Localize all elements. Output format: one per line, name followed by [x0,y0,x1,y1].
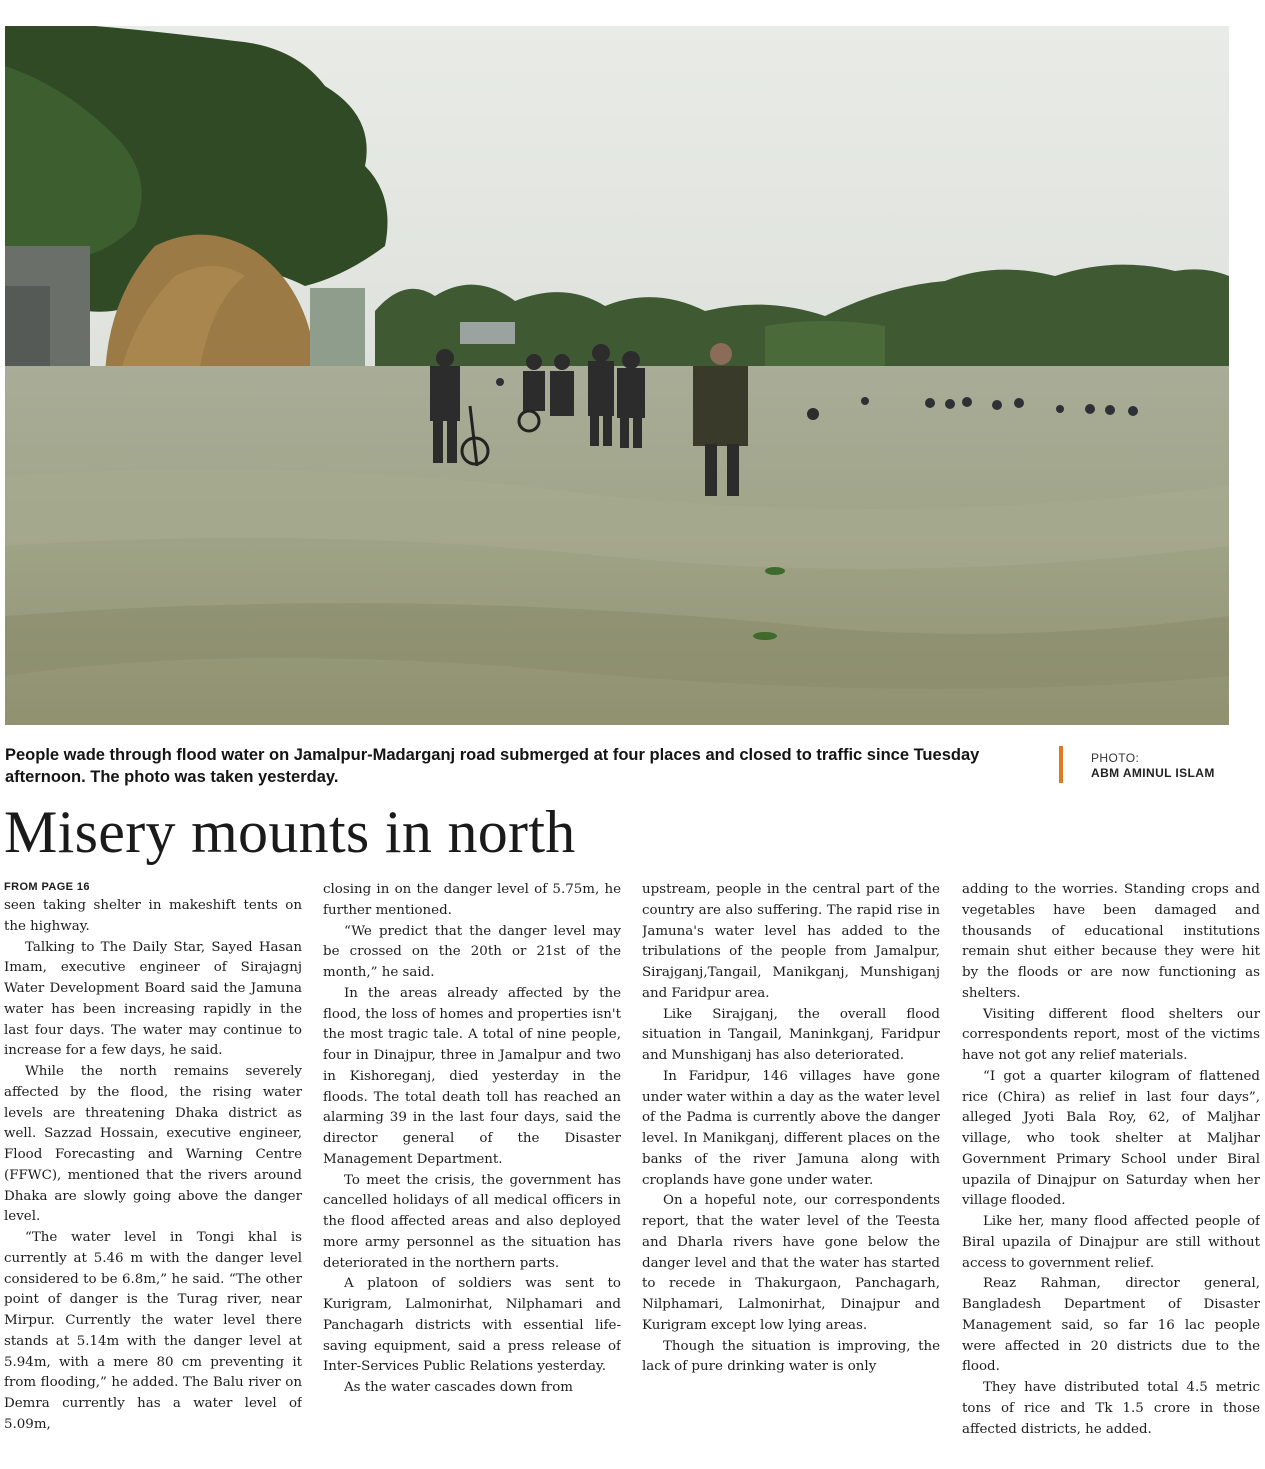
paragraph: While the north remains severely affected by the flood, the rising water levels are threatening Dhaka district as well. Sazzad Hossain, executive engineer, Flood Forecasting and Warning Centre (FFWC), mentioned that the rivers around Dhaka are slowly going above the danger level. [4,1064,302,1225]
paragraph: closing in on the danger level of 5.75m, he further mentioned. [323,882,621,918]
paragraph: “We predict that the danger level may be crossed on the 20th or 21st of the month,” he said. [323,923,621,980]
paragraph: Talking to The Daily Star, Sayed Hasan Imam, executive engineer of Sirajagnj Water Development Board said the Jamuna water has been increasing rapidly in the last four days. The water may continue to increase for a few days, he said. [4,939,302,1059]
paragraph: Like Sirajganj, the overall flood situation in Tangail, Maninkganj, Faridpur and Munshiganj has also deteriorated. [642,1006,940,1063]
paragraph: A platoon of soldiers was sent to Kurigram, Lalmonirhat, Nilphamari and Panchagarh districts with essential life- saving equipment, said a press release of Inter-Services Public Relations yesterday. [323,1276,621,1375]
article-column-2 [323,880,621,1465]
paragraph: upstream, people in the central part of the country are also suffering. The rapid rise in Jamuna's water level has added to the tribulations of the people from Jamalpur, Sirajganj,Tangail, Manikganj, Munshiganj and Faridpur area. [642,882,940,1001]
article-column-4 [962,880,1260,1465]
photo-caption: People wade through flood water on Jamalpur-Madarganj road submerged at four places and closed to traffic since Tuesday afternoon. The photo was taken yesterday. [5,746,980,786]
paragraph: In the areas already affected by the flood, the loss of homes and properties isn't the most tragic tale. A total of nine people, four in Dinajpur, three in Jamalpur and two in Kishoreganj, died yesterday in the floods. The total death toll has reached an alarming 39 in the last four days, said the director general of the Disaster Management Department. [323,985,621,1167]
article-headline: Misery mounts in north [4,799,576,865]
photo-credit-name: ABM AMINUL ISLAM [1091,766,1215,780]
jump-label: FROM PAGE 16 [4,881,90,893]
paragraph: Though the situation is improving, the lack of pure drinking water is only [642,1338,940,1375]
article-column-1 [4,880,302,1465]
paragraph: “I got a quarter kilogram of flattened rice (Chira) as relief in last four days”, alleged Jyoti Bala Roy, 62, of Maljhar village, who took shelter at Maljhar Government Primary School under Biral upazila of Dinajpur on Saturday when her village flooded. [962,1068,1260,1209]
photo-credit-label: PHOTO: [1091,751,1140,765]
paragraph: seen taking shelter in makeshift tents on the highway. [4,898,302,934]
paragraph: As the water cascades down from [344,1380,573,1395]
paragraph: Like her, many flood affected people of Biral upazila of Dinajpur are still without access to government relief. [962,1214,1260,1271]
flood-photo-illustration [5,26,1229,725]
photo-credit-accent-bar [1059,746,1063,783]
paragraph: In Faridpur, 146 villages have gone under water within a day as the water level of the Padma is currently above the danger level. In Manikganj, different places on the banks of the river Jamuna along with croplands have gone under water. [642,1068,940,1188]
paragraph: To meet the crisis, the government has cancelled holidays of all medical officers in the flood affected areas and also deployed more army personnel as the situation has deteriorated in the northern parts. [323,1172,621,1271]
paragraph: They have distributed total 4.5 metric tons of rice and Tk 1.5 crore in those affected districts, he added. [962,1380,1260,1437]
paragraph: “The water level in Tongi khal is currently at 5.46 m with the danger level considered to be 6.8m,” he said. “The other point of danger is the Turag river, near Mirpur. Currently the water level there stands at 5.14m with the danger level at 5.94m, with a mere 80 cm preventing it from flooding,” he added. The Balu river on Demra currently has a water level of 5.09m, [4,1230,302,1432]
flood-photo [5,26,1229,725]
article-column-3 [642,880,940,1465]
paragraph: On a hopeful note, our correspondents report, that the water level of the Teesta and Dharla rivers have gone below the danger level and that the water has started to recede in Thakurgaon, Panchagarh, Nilphamari, Lalmonirhat, Dinajpur and Kurigram except low lying areas. [642,1193,940,1333]
paragraph: Reaz Rahman, director general, Bangladesh Department of Disaster Management said, so far 16 lac people were affected in 20 districts due to the flood. [962,1276,1260,1375]
paragraph: Visiting different flood shelters our correspondents report, most of the victims have not got any relief materials. [962,1006,1260,1063]
paragraph: adding to the worries. Standing crops and vegetables have been damaged and thousands of educational institutions remain shut either because they were hit by the floods or are now functioning as shelters. [962,882,1260,1001]
